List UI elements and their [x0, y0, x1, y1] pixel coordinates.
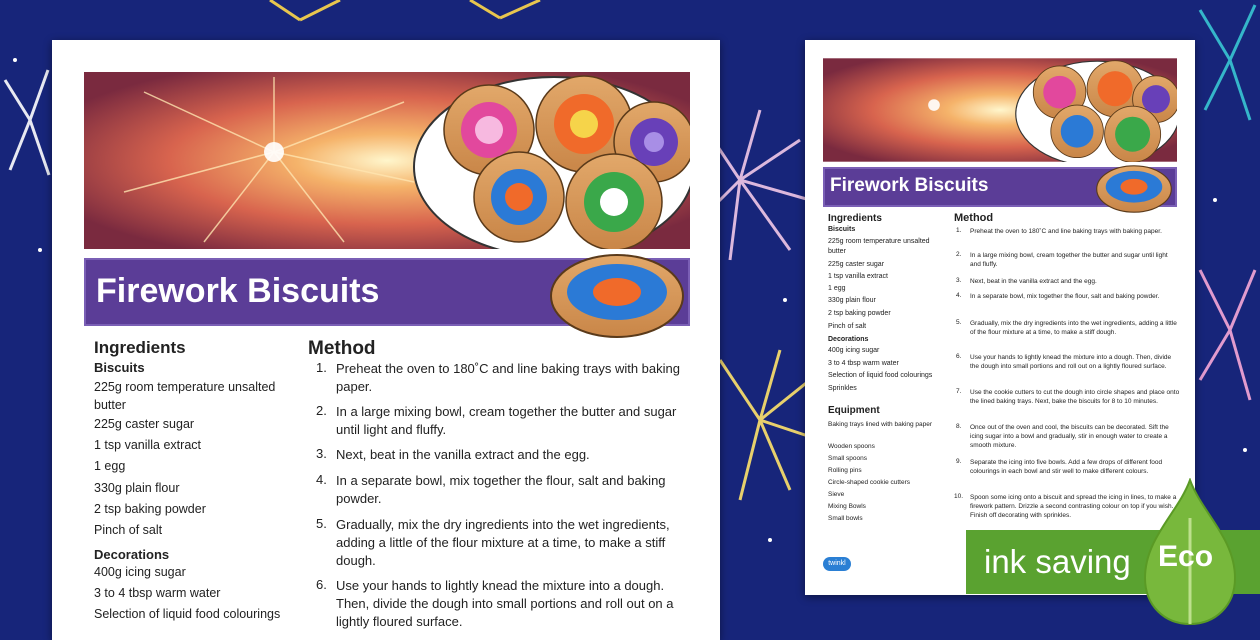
decoration-item: 400g icing sugar: [828, 347, 880, 354]
decoration-item: 3 to 4 tbsp warm water: [828, 360, 899, 367]
ink-saving-text: ink saving: [984, 543, 1131, 580]
method-step: In a large mixing bowl, cream together the butter and sugar until light and fluffy.: [336, 404, 677, 437]
step-number: 7.: [956, 388, 962, 395]
biscuit-icon: [548, 252, 686, 340]
recipe-sheet-main: [52, 40, 720, 640]
step-number: 10.: [954, 493, 964, 500]
twinkl-logo: twinkl: [823, 557, 851, 571]
ingredient-item: Pinch of salt: [94, 523, 163, 537]
step-number: 3.: [316, 446, 327, 461]
method-step: Preheat the oven to 180˚C and line baking trays with baking paper.: [970, 228, 1162, 235]
ingredient-item: 2 tsp baking powder: [828, 310, 891, 317]
step-number: 1.: [316, 360, 327, 375]
step-number: 3.: [956, 277, 962, 284]
ingredients-heading: Ingredients: [94, 338, 186, 357]
ingredient-item: 225g room temperature unsalted butter: [828, 238, 930, 255]
decoration-item: Sprinkles: [828, 385, 857, 392]
decoration-item: Selection of liquid food colourings: [828, 372, 933, 379]
method-step: Spoon some icing onto a biscuit and spread the icing in lines, to make a firework pattern. Drizzle a second contrasting colour on top if you wish. Finish off decorating with sprinkles.: [970, 494, 1177, 519]
method-step: Gradually, mix the dry ingredients into the wet ingredients, adding a little of the flour mixture at a time, to make a stiff dough.: [970, 320, 1177, 336]
equipment-item: Mixing Bowls: [828, 503, 866, 510]
page-title: Firework Biscuits: [96, 272, 380, 310]
equipment-item: Wooden spoons: [828, 443, 875, 450]
step-number: 5.: [316, 516, 327, 531]
biscuits-label: Biscuits: [94, 360, 145, 375]
page-title-small: Firework Biscuits: [830, 175, 989, 196]
ingredient-item: 1 egg: [94, 459, 126, 473]
ingredient-item: 1 tsp vanilla extract: [94, 438, 201, 452]
decoration-item: Selection of liquid food colourings: [94, 607, 281, 621]
eco-label: Eco: [1158, 540, 1214, 573]
method-step: Next, beat in the vanilla extract and the egg.: [336, 447, 590, 462]
ingredient-item: 1 tsp vanilla extract: [828, 273, 888, 280]
equipment-item: Sieve: [828, 491, 845, 498]
step-number: 9.: [956, 458, 962, 465]
ingredient-item: 2 tsp baking powder: [94, 502, 206, 516]
decorations-label: Decorations: [94, 547, 170, 562]
step-number: 2.: [316, 403, 327, 418]
method-step: In a separate bowl, mix together the flour, salt and baking powder.: [336, 473, 666, 506]
step-number: 5.: [956, 319, 962, 326]
method-step: In a large mixing bowl, cream together the butter and sugar until light and fluffy.: [970, 252, 1168, 268]
banner-image: [84, 72, 690, 249]
decorations-label-small: Decorations: [828, 336, 869, 343]
equipment-item: Small bowls: [828, 515, 863, 522]
method-step: In a separate bowl, mix together the flour, salt and baking powder.: [970, 293, 1160, 300]
equipment-heading: Equipment: [828, 405, 880, 416]
method-step: Gradually, mix the dry ingredients into the wet ingredients, adding a little of the flour mixture at a time, to make a stiff dough.: [336, 517, 670, 568]
ingredient-item: 225g caster sugar: [828, 261, 885, 268]
ingredient-item: 225g room temperature unsalted butter: [94, 380, 276, 412]
decoration-item: 400g icing sugar: [94, 565, 186, 579]
method-step: Once out of the oven and cool, the biscuits can be decorated. Sift the icing sugar into a bowl and gradually, stir in enough water to create a smooth mixture.: [970, 424, 1169, 449]
method-heading-small: Method: [954, 212, 994, 224]
step-number: 6.: [316, 577, 327, 592]
equipment-item: Rolling pins: [828, 467, 862, 474]
ingredient-item: Pinch of salt: [828, 323, 867, 330]
ingredient-item: 1 egg: [828, 285, 846, 292]
banner-image-small: [823, 58, 1177, 162]
step-number: 4.: [956, 292, 962, 299]
method-step: Next, beat in the vanilla extract and the egg.: [970, 278, 1097, 285]
method-step: Use your hands to lightly knead the mixture into a dough. Then, divide the dough into small portions and roll out on a lightly floured surface.: [970, 354, 1172, 370]
step-number: 2.: [956, 251, 962, 258]
biscuits-label-small: Biscuits: [828, 226, 856, 233]
method-heading: Method: [308, 338, 376, 359]
step-number: 8.: [956, 423, 962, 430]
method-step: Use the cookie cutters to cut the dough into circle shapes and place onto the lined baking trays. Next, bake the biscuits for 8 to 10 minutes.: [970, 389, 1180, 405]
method-step: Use your hands to lightly knead the mixture into a dough. Then, divide the dough into small portions and roll out on a lightly floured surface.: [336, 578, 674, 629]
step-number: 1.: [956, 227, 962, 234]
equipment-item: Baking trays lined with baking paper: [828, 421, 933, 428]
ingredient-item: 330g plain flour: [94, 481, 180, 495]
ingredient-item: 225g caster sugar: [94, 417, 195, 431]
ingredient-item: 330g plain flour: [828, 297, 876, 304]
step-number: 4.: [316, 472, 327, 487]
method-step: Separate the icing into five bowls. Add a few drops of different food colourings in each bowl and stir well to make different colours.: [970, 459, 1163, 475]
biscuit-icon-small: [1095, 164, 1173, 214]
method-step: Preheat the oven to 180˚C and line baking trays with baking paper.: [336, 361, 680, 394]
recipe-sheet-preview: [805, 40, 1195, 595]
equipment-item: Circle-shaped cookie cutters: [828, 479, 911, 486]
ingredients-heading-small: Ingredients: [828, 213, 882, 224]
step-number: 6.: [956, 353, 962, 360]
equipment-item: Small spoons: [828, 455, 868, 462]
decoration-item: 3 to 4 tbsp warm water: [94, 586, 221, 600]
